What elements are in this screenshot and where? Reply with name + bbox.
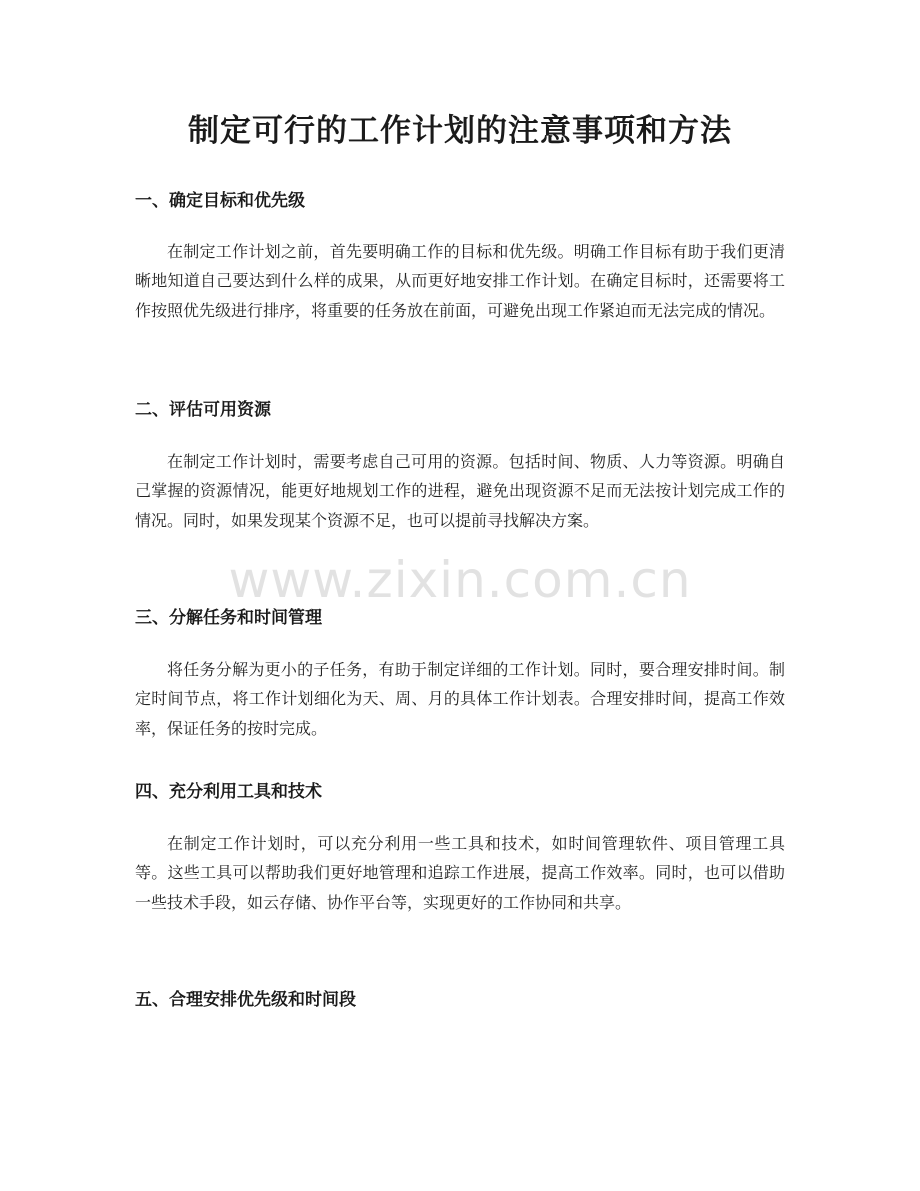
section-heading-2: 二、评估可用资源 xyxy=(135,400,271,420)
document-title: 制定可行的工作计划的注意事项和方法 xyxy=(188,113,732,149)
section-body-3: 将任务分解为更小的子任务，有助于制定详细的工作计划。同时，要合理安排时间。制定时间节点，将工作计划细化为天、周、月的具体工作计划表。合理安排时间，提高工作效率，保证任务的按时完成。 xyxy=(135,660,785,738)
watermark: www.zixin.com.cn xyxy=(228,551,692,609)
section-body-2: 在制定工作计划时，需要考虑自己可用的资源。包括时间、物质、人力等资源。明确自己掌握的资源情况，能更好地规划工作的进程，避免出现资源不足而无法按计划完成工作的情况。同时，如果发现某个资源不足，也可以提前寻找解决方案。 xyxy=(135,452,785,530)
section-heading-3: 三、分解任务和时间管理 xyxy=(135,608,322,628)
section-heading-5: 五、合理安排优先级和时间段 xyxy=(135,990,356,1010)
section-heading-4: 四、充分利用工具和技术 xyxy=(135,782,322,802)
section-heading-1: 一、确定目标和优先级 xyxy=(135,191,305,211)
section-body-4: 在制定工作计划时，可以充分利用一些工具和技术，如时间管理软件、项目管理工具等。这些工具可以帮助我们更好地管理和追踪工作进展，提高工作效率。同时，也可以借助一些技术手段，如云存储、协作平台等，实现更好的工作协同和共享。 xyxy=(135,834,785,912)
section-body-1: 在制定工作计划之前，首先要明确工作的目标和优先级。明确工作目标有助于我们更清晰地知道自己要达到什么样的成果，从而更好地安排工作计划。在确定目标时，还需要将工作按照优先级进行排序，将重要的任务放在前面，可避免出现工作紧迫而无法完成的情况。 xyxy=(135,242,785,320)
